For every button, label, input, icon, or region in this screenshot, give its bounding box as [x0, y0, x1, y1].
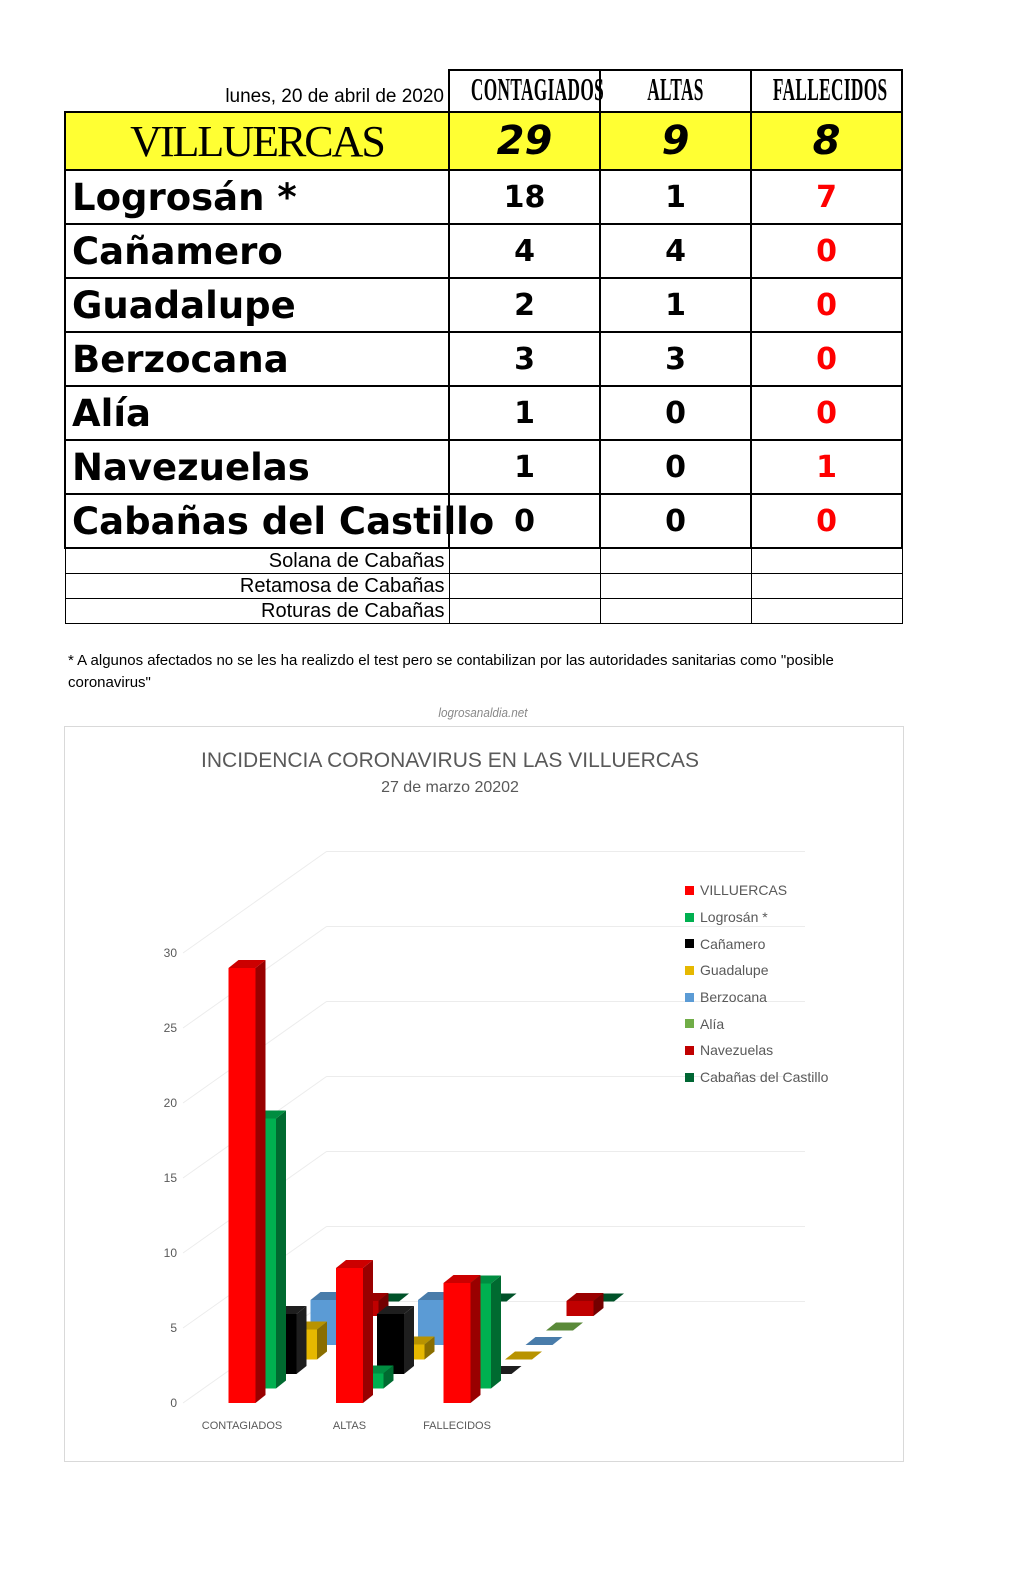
- y-tick-label: 30: [163, 946, 177, 960]
- town-altas: 0: [600, 386, 751, 440]
- town-altas: 1: [600, 170, 751, 224]
- bar-side: [491, 1276, 501, 1389]
- legend-item: [685, 1064, 828, 1091]
- total-row: [65, 112, 902, 170]
- legend-item: [685, 1010, 828, 1037]
- empty-cell: [751, 548, 902, 574]
- town-name: Berzocana: [65, 332, 449, 386]
- bar-side: [471, 1275, 481, 1403]
- town-fallecidos: 0: [751, 332, 902, 386]
- y-tick-label: 0: [170, 1396, 177, 1410]
- chart-plot: [65, 727, 903, 1461]
- town-altas: 1: [600, 278, 751, 332]
- town-altas: 3: [600, 332, 751, 386]
- chart: [64, 726, 904, 1462]
- table-row: [65, 494, 902, 548]
- legend-item: [685, 930, 828, 957]
- data-table: [64, 69, 903, 624]
- town-altas: 4: [600, 224, 751, 278]
- table-row: [65, 440, 902, 494]
- table-row: [65, 224, 902, 278]
- empty-cell: [600, 548, 751, 574]
- chart-legend: [685, 877, 828, 1091]
- x-tick-label: CONTAGIADOS: [201, 1420, 283, 1432]
- town-fallecidos: 0: [751, 386, 902, 440]
- bar-top: [526, 1337, 563, 1345]
- legend-swatch: [685, 1046, 694, 1055]
- table-header-row: [65, 70, 902, 112]
- town-contagiados: 2: [449, 278, 600, 332]
- town-name: Logrosán *: [65, 170, 449, 224]
- table-subrow: [65, 548, 902, 574]
- legend-swatch: [685, 993, 694, 1002]
- legend-label: Berzocana: [700, 989, 767, 1006]
- town-fallecidos: 0: [751, 494, 902, 548]
- legend-swatch: [685, 966, 694, 975]
- empty-cell: [449, 599, 600, 624]
- legend-item: [685, 957, 828, 984]
- footnote: * A algunos afectados no se les ha realizdo el test pero se contabilizan por las autoridades sanitarias como "posible coronavirus": [68, 652, 834, 691]
- table-row: [65, 170, 902, 224]
- legend-swatch: [685, 1073, 694, 1082]
- legend-item: [685, 877, 828, 904]
- bar: [229, 968, 256, 1403]
- town-fallecidos: 0: [751, 224, 902, 278]
- bar-side: [276, 1111, 286, 1389]
- total-contagiados: 29: [449, 112, 600, 170]
- town-name: Cabañas del Castillo: [65, 494, 449, 548]
- y-tick-label: 20: [163, 1096, 177, 1110]
- legend-label: Navezuelas: [700, 1042, 774, 1059]
- town-fallecidos: 0: [751, 278, 902, 332]
- gridline-depth: [183, 852, 327, 954]
- empty-cell: [600, 574, 751, 599]
- legend-label: VILLUERCAS: [700, 882, 788, 899]
- empty-cell: [449, 548, 600, 574]
- town-fallecidos: 1: [751, 440, 902, 494]
- legend-item: [685, 904, 828, 931]
- bar-top: [546, 1323, 583, 1331]
- legend-item: [685, 984, 828, 1011]
- town-name: Cañamero: [65, 224, 449, 278]
- hamlet-name: Retamosa de Cabañas: [65, 574, 449, 599]
- table-row: [65, 278, 902, 332]
- chart-title: INCIDENCIA CORONAVIRUS EN LAS VILLUERCAS: [201, 749, 699, 772]
- legend-label: Cañamero: [700, 935, 766, 952]
- legend-swatch: [685, 913, 694, 922]
- legend-label: Cabañas del Castillo: [700, 1069, 829, 1086]
- bar-side: [404, 1306, 414, 1374]
- bar: [444, 1283, 471, 1403]
- table-row: [65, 386, 902, 440]
- town-name: Navezuelas: [65, 440, 449, 494]
- column-header-altas: ALTAS: [621, 70, 730, 112]
- table-subrow: [65, 574, 902, 599]
- empty-cell: [751, 599, 902, 624]
- bar-side: [297, 1306, 307, 1374]
- town-contagiados: 1: [449, 386, 600, 440]
- y-tick-label: 15: [163, 1171, 177, 1185]
- town-name: Guadalupe: [65, 278, 449, 332]
- y-tick-label: 5: [170, 1321, 177, 1335]
- column-header-contagiados: CONTAGIADOS: [470, 70, 579, 112]
- total-name: VILLUERCAS: [65, 112, 449, 170]
- report-date: lunes, 20 de abril de 2020: [225, 86, 444, 107]
- legend-label: Guadalupe: [700, 962, 769, 979]
- town-altas: 0: [600, 440, 751, 494]
- watermark: logrosanaldia.net: [438, 705, 528, 720]
- bar: [567, 1301, 594, 1316]
- legend-swatch: [685, 1019, 694, 1028]
- table-subrow: [65, 599, 902, 624]
- hamlet-name: Roturas de Cabañas: [65, 599, 449, 624]
- hamlet-name: Solana de Cabañas: [65, 548, 449, 574]
- bar-side: [363, 1260, 373, 1403]
- legend-label: Logrosán *: [700, 909, 768, 926]
- legend-swatch: [685, 886, 694, 895]
- column-header-fallecidos: FALLECIDOS: [772, 70, 881, 112]
- town-altas: 0: [600, 494, 751, 548]
- bar: [336, 1268, 363, 1403]
- x-tick-label: ALTAS: [332, 1420, 367, 1432]
- town-contagiados: 1: [449, 440, 600, 494]
- y-tick-label: 25: [163, 1021, 177, 1035]
- total-fallecidos: 8: [751, 112, 902, 170]
- table-row: [65, 332, 902, 386]
- y-tick-label: 10: [163, 1246, 177, 1260]
- town-name: Alía: [65, 386, 449, 440]
- empty-cell: [449, 574, 600, 599]
- legend-item: [685, 1037, 828, 1064]
- bar-side: [256, 960, 266, 1403]
- total-altas: 9: [600, 112, 751, 170]
- legend-swatch: [685, 939, 694, 948]
- x-tick-label: FALLECIDOS: [423, 1420, 491, 1432]
- town-contagiados: 0: [449, 494, 600, 548]
- town-contagiados: 4: [449, 224, 600, 278]
- bar-top: [505, 1352, 542, 1360]
- town-contagiados: 3: [449, 332, 600, 386]
- bar: [377, 1314, 404, 1374]
- empty-cell: [600, 599, 751, 624]
- legend-label: Alía: [700, 1015, 725, 1032]
- town-fallecidos: 7: [751, 170, 902, 224]
- chart-subtitle: 27 de marzo 20202: [381, 779, 519, 796]
- empty-cell: [751, 574, 902, 599]
- town-contagiados: 18: [449, 170, 600, 224]
